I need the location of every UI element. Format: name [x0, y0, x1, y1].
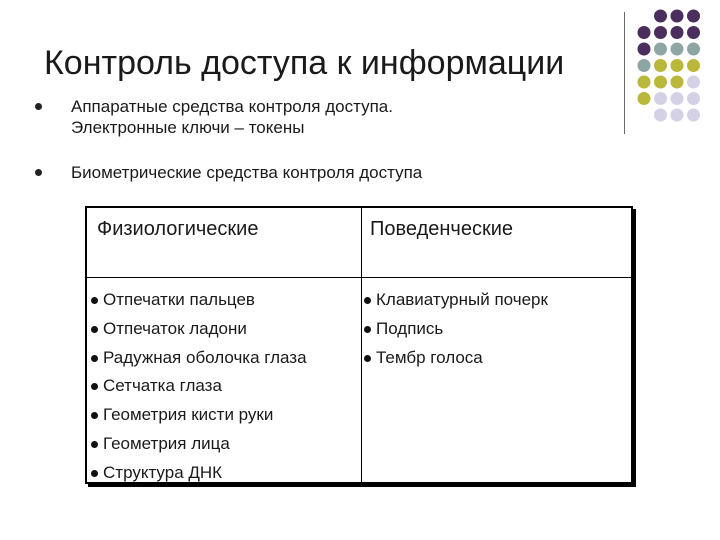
list-item: Отпечаток ладони	[91, 315, 307, 344]
decorative-dot-icon	[654, 92, 667, 105]
bullet-dot-icon	[91, 412, 98, 419]
bullet-item	[35, 96, 595, 138]
list-item: Отпечатки пальцев	[91, 286, 307, 315]
decorative-divider	[624, 12, 625, 134]
decorative-dot-icon	[671, 76, 684, 89]
decorative-dot-icon	[671, 26, 684, 39]
bullet-dot-icon	[91, 441, 98, 448]
list-item: Геометрия лица	[91, 430, 307, 459]
list-item: Сетчатка глаза	[91, 372, 307, 401]
decorative-dot-icon	[654, 109, 667, 122]
bullet-item	[35, 162, 595, 183]
decorative-dot-icon	[687, 10, 700, 23]
bullet-dot-icon	[364, 355, 371, 362]
decorative-dot-icon	[654, 43, 667, 56]
table-header-physiological: Физиологические	[97, 218, 259, 240]
decorative-dot-icon	[687, 109, 700, 122]
decorative-dot-icon	[638, 26, 651, 39]
bullet-dot-icon	[91, 355, 98, 362]
decorative-dot-icon	[654, 76, 667, 89]
bullet-text: Электронные ключи – токены	[71, 118, 305, 137]
decorative-dot-icon	[671, 10, 684, 23]
list-item: Радужная оболочка глаза	[91, 344, 307, 373]
biometric-table	[85, 206, 633, 484]
list-item: Структура ДНК	[91, 459, 307, 488]
decorative-dot-icon	[687, 76, 700, 89]
decorative-dot-icon	[687, 43, 700, 56]
behavioral-list	[364, 286, 548, 372]
decorative-dot-icon	[671, 109, 684, 122]
decorative-dot-grid	[636, 8, 720, 128]
decorative-dot-icon	[654, 59, 667, 72]
bullet-dot-icon	[364, 297, 371, 304]
decorative-dot-icon	[687, 92, 700, 105]
bullet-dot-icon	[35, 103, 42, 110]
decorative-dot-icon	[671, 92, 684, 105]
bullet-dot-icon	[364, 326, 371, 333]
bullet-dot-icon	[91, 470, 98, 477]
table-row-divider	[87, 277, 631, 278]
bullet-dot-icon	[91, 383, 98, 390]
decorative-dot-icon	[687, 59, 700, 72]
table-column-divider	[361, 208, 362, 482]
bullet-list	[35, 96, 595, 207]
decorative-dot-icon	[654, 10, 667, 23]
bullet-dot-icon	[91, 326, 98, 333]
bullet-text: Биометрические средства контроля доступа	[71, 163, 423, 182]
bullet-dot-icon	[91, 297, 98, 304]
decorative-dot-icon	[638, 92, 651, 105]
decorative-dot-icon	[687, 26, 700, 39]
bullet-text: Аппаратные средства контроля доступа.	[71, 97, 393, 116]
decorative-dot-icon	[654, 26, 667, 39]
physiological-list	[91, 286, 307, 488]
decorative-dot-icon	[671, 43, 684, 56]
decorative-dot-icon	[638, 59, 651, 72]
list-item: Геометрия кисти руки	[91, 401, 307, 430]
bullet-dot-icon	[35, 169, 42, 176]
decorative-dot-icon	[671, 59, 684, 72]
table-header-behavioral: Поведенческие	[370, 218, 514, 240]
decorative-dot-icon	[638, 43, 651, 56]
list-item: Подпись	[364, 315, 548, 344]
decorative-dot-icon	[638, 76, 651, 89]
list-item: Тембр голоса	[364, 344, 548, 373]
slide-title: Контроль доступа к информации	[44, 44, 565, 82]
list-item: Клавиатурный почерк	[364, 286, 548, 315]
